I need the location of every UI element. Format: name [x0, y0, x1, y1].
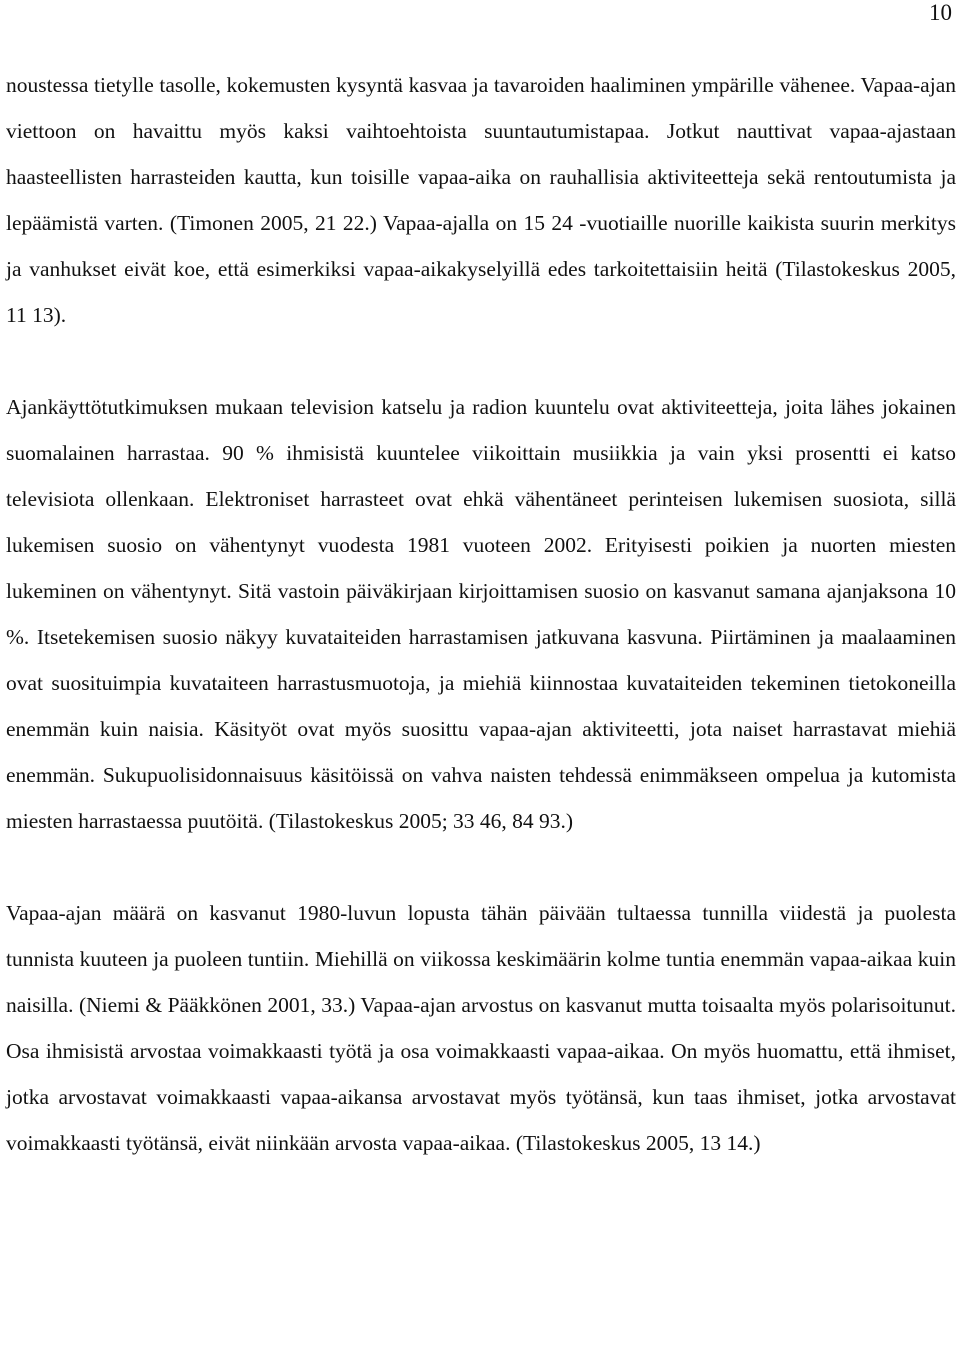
page-number: 10 — [929, 0, 952, 25]
paragraph-1: noustessa tietylle tasolle, kokemusten kysyntä kasvaa ja tavaroiden haaliminen ympärille vähenee. Vapaa-ajan viettoon on havaittu myös kaksi vaihtoehtoista suuntautumistapaa. Jotkut nauttivat vapaa-ajastaan haasteellisten harrasteiden kautta, kun toisille vapaa-aika on rauhallisia aktiviteetteja sekä rentoutumista ja lepäämistä varten. (Timonen 2005, 21 22.) Vapaa-ajalla on 15 24 -vuotiaille nuorille kaikista suurin merkitys ja vanhukset eivät koe, että esimerkiksi vapaa-aikakyselyillä edes tarkoitettaisiin heitä (Tilastokeskus 2005, 11 13). — [6, 73, 956, 327]
paragraph-spacer — [6, 338, 956, 384]
paragraph-2: Ajankäyttötutkimuksen mukaan television katselu ja radion kuuntelu ovat aktiviteetteja, joita lähes jokainen suomalainen harrastaa. 90 % ihmisistä kuuntelee viikoittain musiikkia ja vain yksi prosentti ei katso televisiota ollenkaan. Elektroniset harrasteet ovat ehkä vähentäneet perinteisen lukemisen suosiota, sillä lukemisen suosio on vähentynyt vuodesta 1981 vuoteen 2002. Erityisesti poikien ja nuorten miesten lukeminen on vähentynyt. Sitä vastoin päiväkirjaan kirjoittamisen suosio on kasvanut samana ajanjaksona 10 %. Itsetekemisen suosio näkyy kuvataiteiden harrastamisen jatkuvana kasvuna. Piirtäminen ja maalaaminen ovat suosituimpia kuvataiteen harrastusmuotoja, ja miehiä kiinnostaa kuvataiteiden tekeminen tietokoneilla enemmän kuin naisia. Käsityöt ovat myös suosittu vapaa-ajan aktiviteetti, jota naiset harrastavat miehiä enemmän. Sukupuolisidonnaisuus käsitöissä on vahva naisten tehdessä enimmäkseen ompelua ja kutomista miesten harrastaessa puutöitä. (Tilastokeskus 2005; 33 46, 84 93.) — [6, 395, 956, 833]
paragraph-spacer — [6, 844, 956, 890]
body-text — [6, 62, 956, 1166]
paragraph-3: Vapaa-ajan määrä on kasvanut 1980-luvun lopusta tähän päivään tultaessa tunnilla viidestä ja puolesta tunnista kuuteen ja puoleen tuntiin. Miehillä on viikossa keskimäärin kolme tuntia enemmän vapaa-aikaa kuin naisilla. (Niemi & Pääkkönen 2001, 33.) Vapaa-ajan arvostus on kasvanut mutta toisaalta myös polarisoitunut. Osa ihmisistä arvostaa voimakkaasti työtä ja osa voimakkaasti vapaa-aikaa. On myös huomattu, että ihmiset, jotka arvostavat voimakkaasti vapaa-aikansa arvostavat myös työtänsä, kun taas ihmiset, jotka arvostavat voimakkaasti työtänsä, eivät niinkään arvosta vapaa-aikaa. (Tilastokeskus 2005, 13 14.) — [6, 901, 956, 1155]
